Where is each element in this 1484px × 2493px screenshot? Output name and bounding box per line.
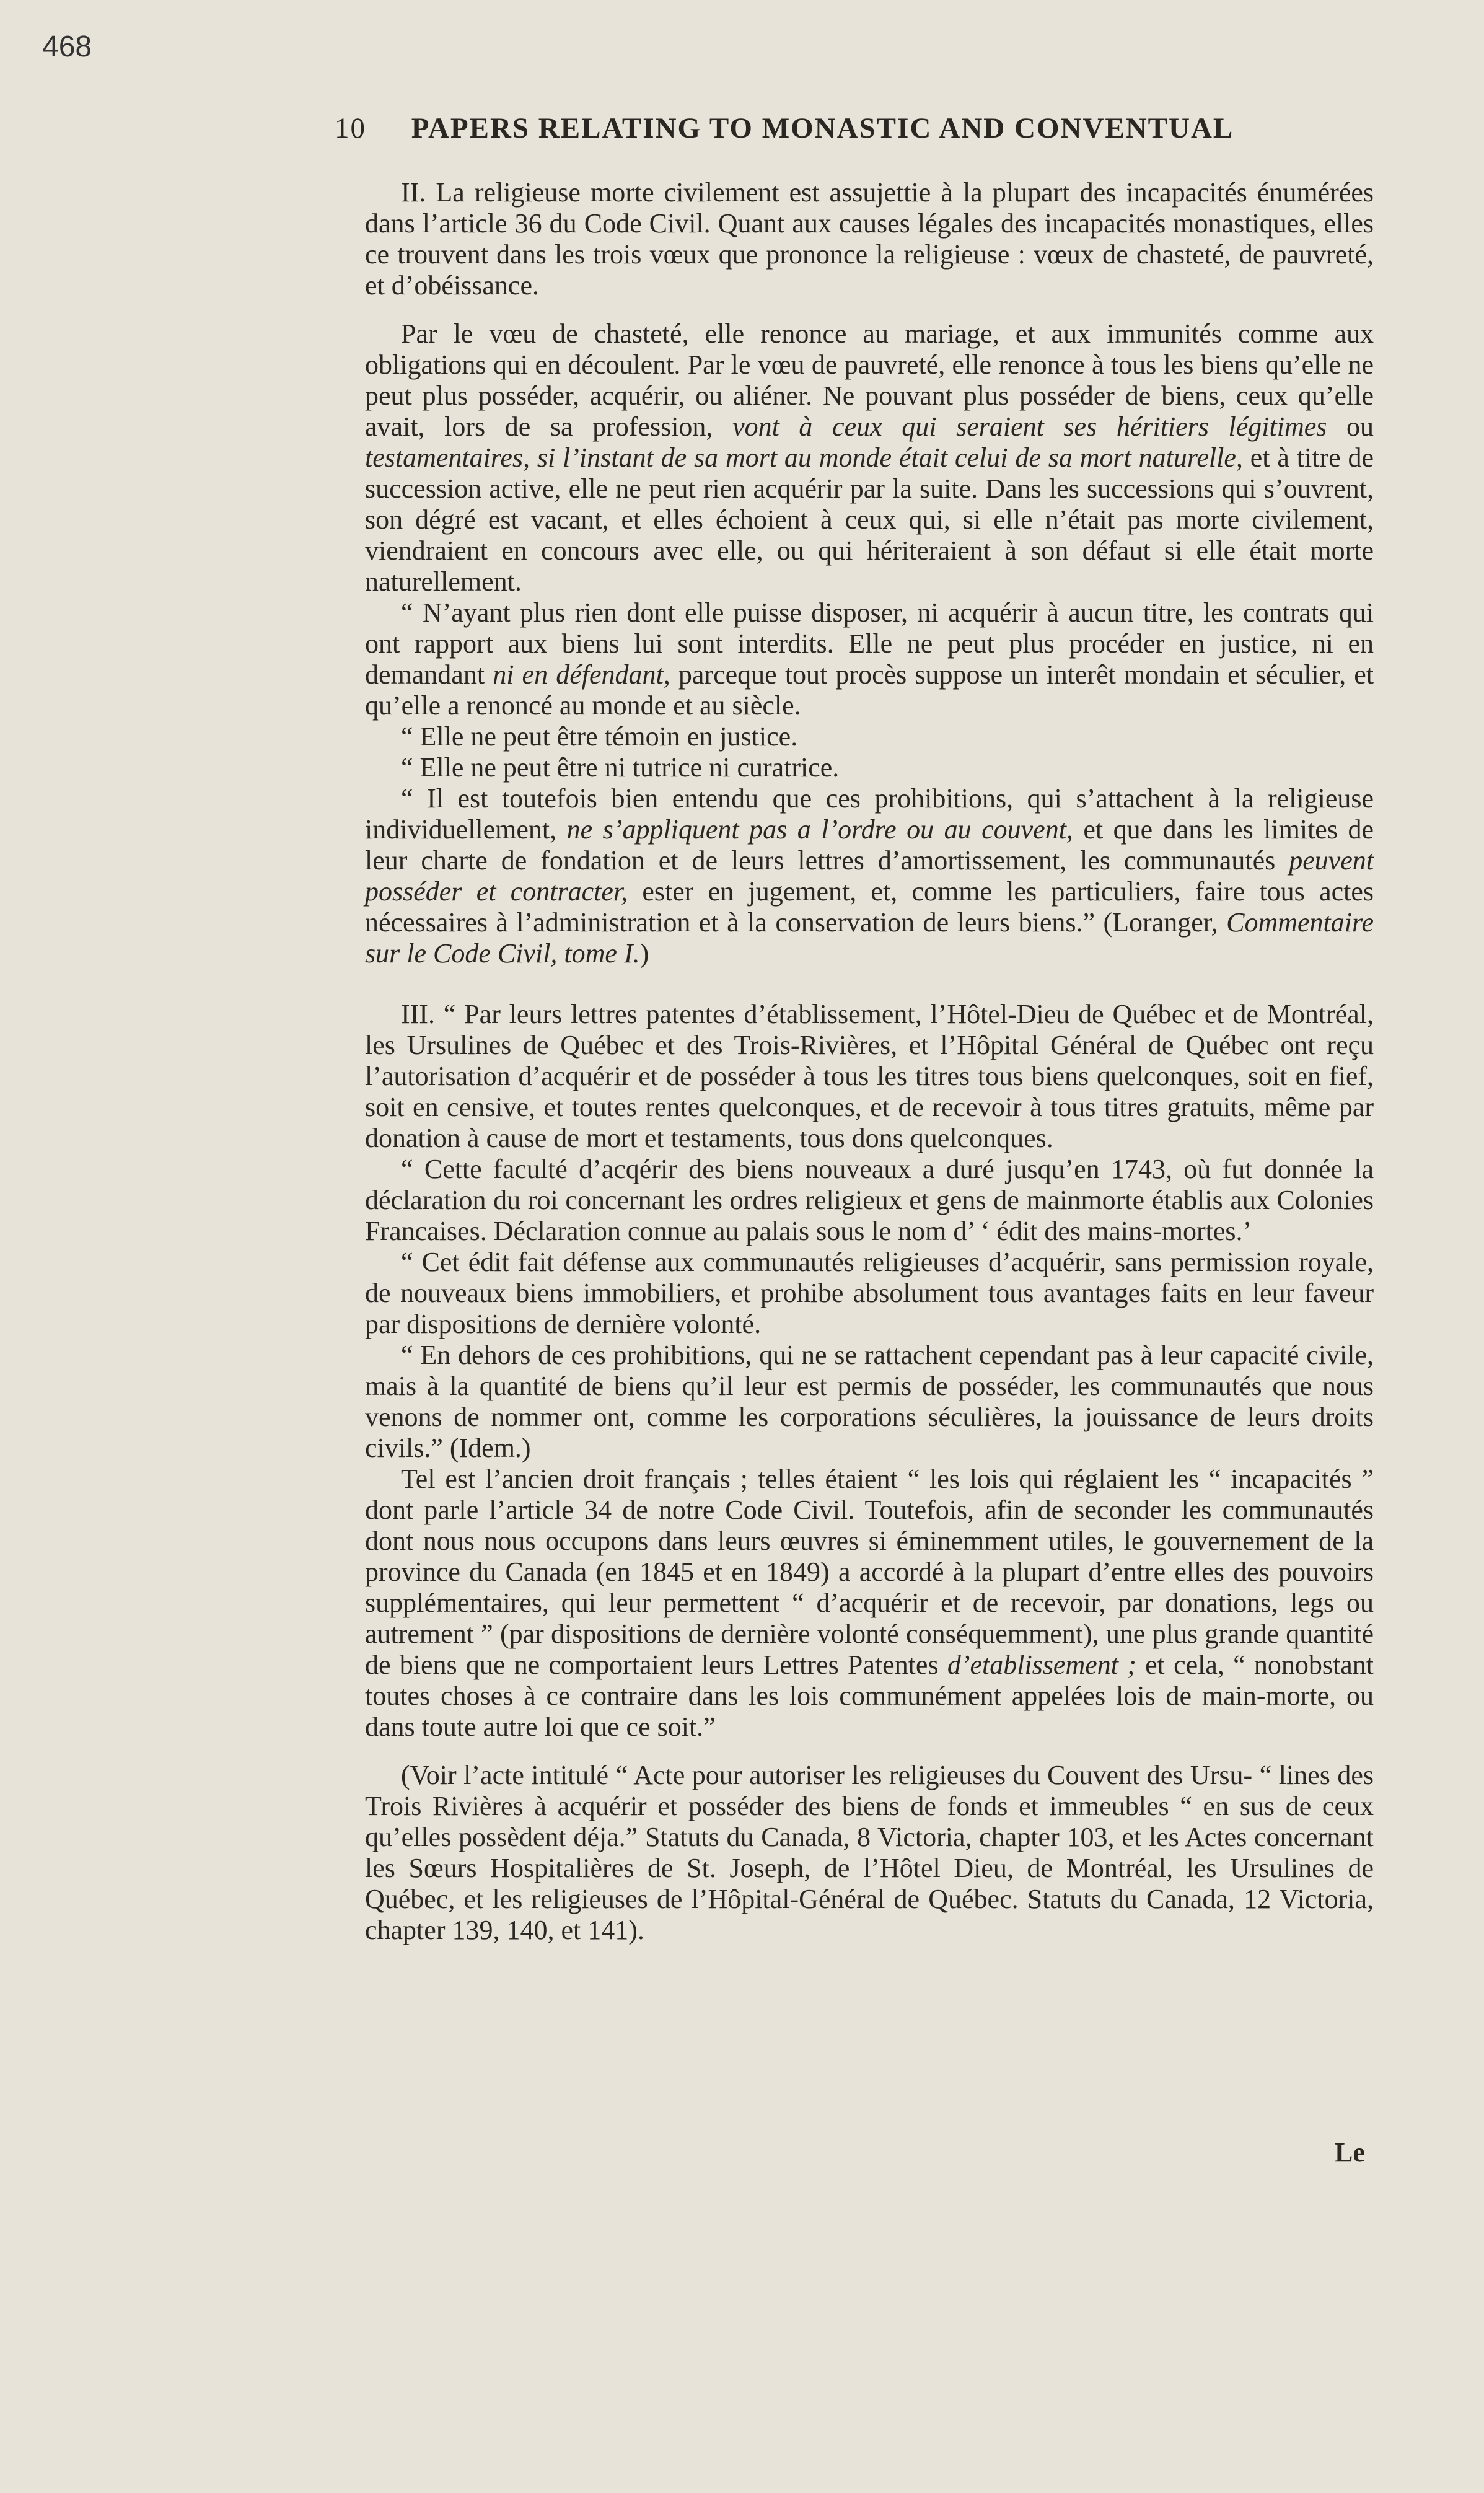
text-run: ester en jugement, et, comme les particuliers, faire tous actes nécessaires à l’administration et à la conservation de leurs biens.” (Loranger, — [365, 876, 1374, 938]
text-run: “ N’ayant plus rien dont elle puisse disposer, ni acquérir à aucun titre, les contrats qui ont rapport aux biens lui sont interdits. Elle ne peut plus procéder en justice, ni en demandant — [365, 597, 1374, 690]
running-header — [335, 112, 1376, 145]
paragraph — [365, 319, 1374, 597]
paragraph — [365, 1760, 1374, 1946]
italic-run: testamentaires, si l’instant de sa mort au monde était celui de sa mort naturelle, — [365, 442, 1243, 473]
paragraph — [365, 752, 1374, 783]
paragraph — [365, 1247, 1374, 1340]
paragraph — [365, 1464, 1374, 1743]
italic-run: ni en défendant, — [493, 659, 670, 690]
page-number: 10 — [335, 112, 366, 144]
page-stamp-number: 468 — [42, 30, 92, 63]
text-run: et que dans les limites de leur charte de fondation et de leurs lettres d’amortissement, les communautés — [365, 814, 1374, 876]
paragraph — [365, 999, 1374, 1154]
text-run: “ En dehors de ces prohibitions, qui ne se rattachent cependant pas à leur capacité civile, mais à la quantité de biens qu’il leur est permis de posséder, les communautés que nous venons de nommer ont, comme les corporations séculières, la jouissance de leurs droits civils.” (Idem.) — [365, 1340, 1374, 1463]
italic-run: d’etablissement ; — [947, 1650, 1136, 1680]
paragraph — [365, 597, 1374, 721]
paragraph — [365, 783, 1374, 969]
paragraph — [365, 177, 1374, 301]
text-run: et cela, “ nonobstant toutes choses à ce contraire dans les lois communément appelées lois de main-morte, ou dans toute autre loi que ce soit.” — [365, 1650, 1374, 1742]
italic-run: vont à ceux qui seraient ses héritiers légitimes — [732, 411, 1327, 442]
body-text — [365, 177, 1374, 1946]
text-run: (Voir l’acte intitulé “ Acte pour autoriser les religieuses du Couvent des Ursu- “ lines des Trois Rivières à acquérir et posséder des biens de fonds et immeubles “ en sus de ceux qu’elles possèdent déja.” Statuts du Canada, 8 Victoria, chapter 103, et les Actes concernant les Sœurs Hospitalières de St. Joseph, de l’Hôtel Dieu, de Montréal, les Ursulines de Québec, et les religieuses de l’Hôpital-Général de Québec. Statuts du Canada, 12 Victoria, chapter 139, 140, et 141). — [365, 1760, 1374, 1945]
text-run: ) — [639, 938, 649, 969]
text-run: “ Cet édit fait défense aux communautés religieuses d’acquérir, sans permission royale, de nouveaux biens immobiliers, et prohibe absolument tous avantages faits en leur faveur par dispositions de dernière volonté. — [365, 1247, 1374, 1339]
italic-run: ne s’appliquent pas a l’ordre ou au couvent, — [566, 814, 1073, 845]
italic-run: peuvent posséder et contracter, — [365, 845, 1374, 907]
text-run: “ Elle ne peut être ni tutrice ni curatrice. — [401, 752, 840, 783]
text-run: parceque tout procès suppose un interêt mondain et séculier, et qu’elle a renoncé au monde et au siècle. — [365, 659, 1374, 721]
paragraph — [365, 1340, 1374, 1464]
italic-run: Commentaire sur le Code Civil, tome I. — [365, 907, 1374, 969]
text-run: “ Il est toutefois bien entendu que ces prohibitions, qui s’attachent à la religieuse individuellement, — [365, 783, 1374, 845]
text-run: III. “ Par leurs lettres patentes d’établissement, l’Hôtel-Dieu de Québec et de Montréal, les Ursulines de Québec et des Trois-Rivières, et l’Hôpital Général de Québec ont reçu l’autorisation d’acquérir et de posséder à tous les titres tous biens quelconques, soit en fief, soit en censive, et toutes rentes quelconques, et de recevoir à tous titres gratuits, même par donation à cause de mort et testaments, tous dons quelconques. — [365, 999, 1374, 1153]
text-run: II. La religieuse morte civilement est assujettie à la plupart des incapacités énumérées dans l’article 36 du Code Civil. Quant aux causes légales des incapacités monastiques, elles ce trouvent dans les trois vœux que prononce la religieuse : vœux de chasteté, de pauvreté, et d’obéissance. — [365, 177, 1374, 301]
text-run: “ Cette faculté d’acqérir des biens nouveaux a duré jusqu’en 1743, où fut donnée la déclaration du roi concernant les ordres religieux et gens de mainmorte établis aux Colonies Francaises. Déclaration connue au palais sous le nom d’ ‘ édit des mains-mortes.’ — [365, 1154, 1374, 1246]
text-run: et à titre de succession active, elle ne peut rien acquérir par la suite. Dans les successions qui s’ouvrent, son dégré est vacant, et elles échoient à ceux qui, si elle n’était pas morte civilement, viendraient en concours avec elle, ou qui hériteraient à son défaut si elle était morte naturellement. — [365, 442, 1374, 597]
paragraph — [365, 1154, 1374, 1247]
text-run: “ Elle ne peut être témoin en justice. — [401, 721, 798, 752]
text-run: Tel est l’ancien droit français ; telles étaient “ les lois qui réglaient les “ incapacités ” dont parle l’article 34 de notre Code Civil. Toutefois, afin de seconder les communautés dont nous nous occupons dans leurs œuvres si éminemment utiles, le gouvernement de la province du Canada (en 1845 et en 1849) a accordé à la plupart d’entre elles des pouvoirs supplémentaires, qui leur permettent “ d’acquérir et de recevoir, par donations, legs ou autrement ” (par dispositions de dernière volonté conséquemment), une plus grande quantité de biens que ne comportaient leurs Lettres Patentes — [365, 1464, 1374, 1680]
paragraph — [365, 721, 1374, 752]
text-run: ou — [1327, 411, 1374, 442]
catchword: Le — [1335, 2137, 1365, 2168]
running-title: PAPERS RELATING TO MONASTIC AND CONVENTUAL — [411, 112, 1234, 144]
text-run: Par le vœu de chasteté, elle renonce au mariage, et aux immunités comme aux obligations qui en découlent. Par le vœu de pauvreté, elle renonce à tous les biens qu’elle ne peut plus posséder, acquérir, ou aliéner. Ne pouvant plus posséder de biens, ceux qu’elle avait, lors de sa profession, — [365, 319, 1374, 442]
